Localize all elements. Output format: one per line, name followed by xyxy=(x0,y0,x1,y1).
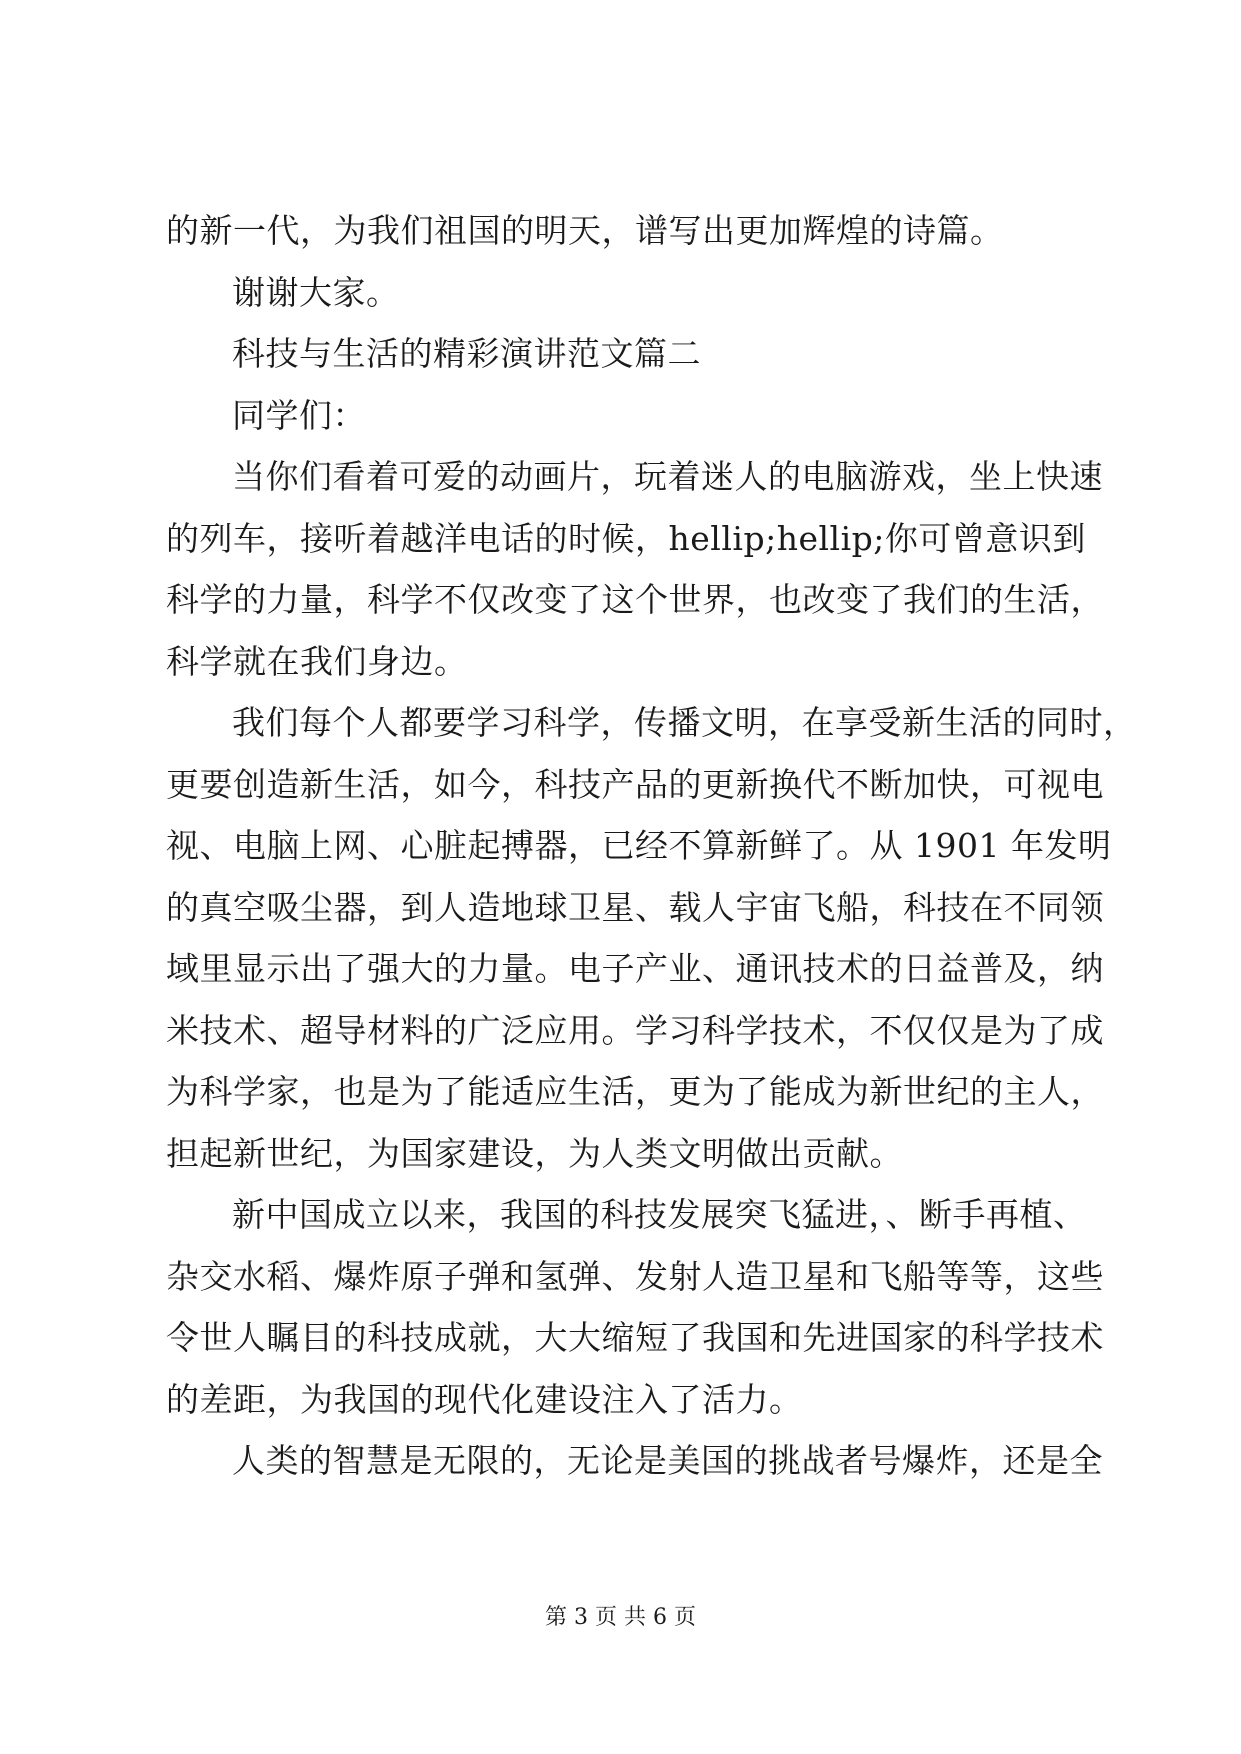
text-line: 米技术、超导材料的广泛应用。学习科学技术，不仅仅是为了成 xyxy=(166,1010,1104,1050)
text-line: 当你们看着可爱的动画片，玩着迷人的电脑游戏，坐上快速 xyxy=(232,457,1103,496)
text-line: 更要创造新生活，如今，科技产品的更新换代不断加快，可视电 xyxy=(166,764,1104,804)
salutation: 同学们： xyxy=(232,395,366,435)
page-footer: 第 3 页 共 6 页 xyxy=(545,1605,696,1630)
text-line: 杂交水稻、爆炸原子弹和氢弹、发射人造卫星和飞船等等，这些 xyxy=(166,1256,1104,1296)
document-body xyxy=(166,200,1137,1492)
text-line: 令世人瞩目的科技成就，大大缩短了我国和先进国家的科学技术 xyxy=(166,1318,1104,1357)
text-line: 谢谢大家。 xyxy=(232,272,400,312)
text-line: 的真空吸尘器，到人造地球卫星、载人宇宙飞船，科技在不同领 xyxy=(166,887,1104,927)
text-line: 担起新世纪，为国家建设，为人类文明做出贡献。 xyxy=(166,1133,903,1173)
text-line: 新中国成立以来，我国的科技发展突飞猛进，、断手再植、 xyxy=(232,1195,1087,1234)
section-heading: 科技与生活的精彩演讲范文篇二 xyxy=(232,334,701,373)
text-line: 科学的力量，科学不仅改变了这个世界，也改变了我们的生活， xyxy=(166,580,1104,619)
text-line: 我们每个人都要学习科学，传播文明，在享受新生活的同时， xyxy=(232,703,1137,742)
text-line: 的列车，接听着越洋电话的时候，hellip;hellip;你可曾意识到 xyxy=(166,518,1086,558)
text-line: 视、电脑上网、心脏起搏器，已经不算新鲜了。从 1901 年发明 xyxy=(166,826,1112,865)
text-line: 的新一代，为我们祖国的明天，谱写出更加辉煌的诗篇。 xyxy=(166,211,1004,250)
text-line: 为科学家，也是为了能适应生活，更为了能成为新世纪的主人， xyxy=(166,1072,1104,1111)
text-line: 的差距，为我国的现代化建设注入了活力。 xyxy=(166,1379,803,1419)
text-line: 人类的智慧是无限的，无论是美国的挑战者号爆炸，还是全 xyxy=(232,1441,1103,1480)
text-line: 科学就在我们身边。 xyxy=(166,641,468,681)
text-line: 域里显示出了强大的力量。电子产业、通讯技术的日益普及，纳 xyxy=(166,949,1104,988)
